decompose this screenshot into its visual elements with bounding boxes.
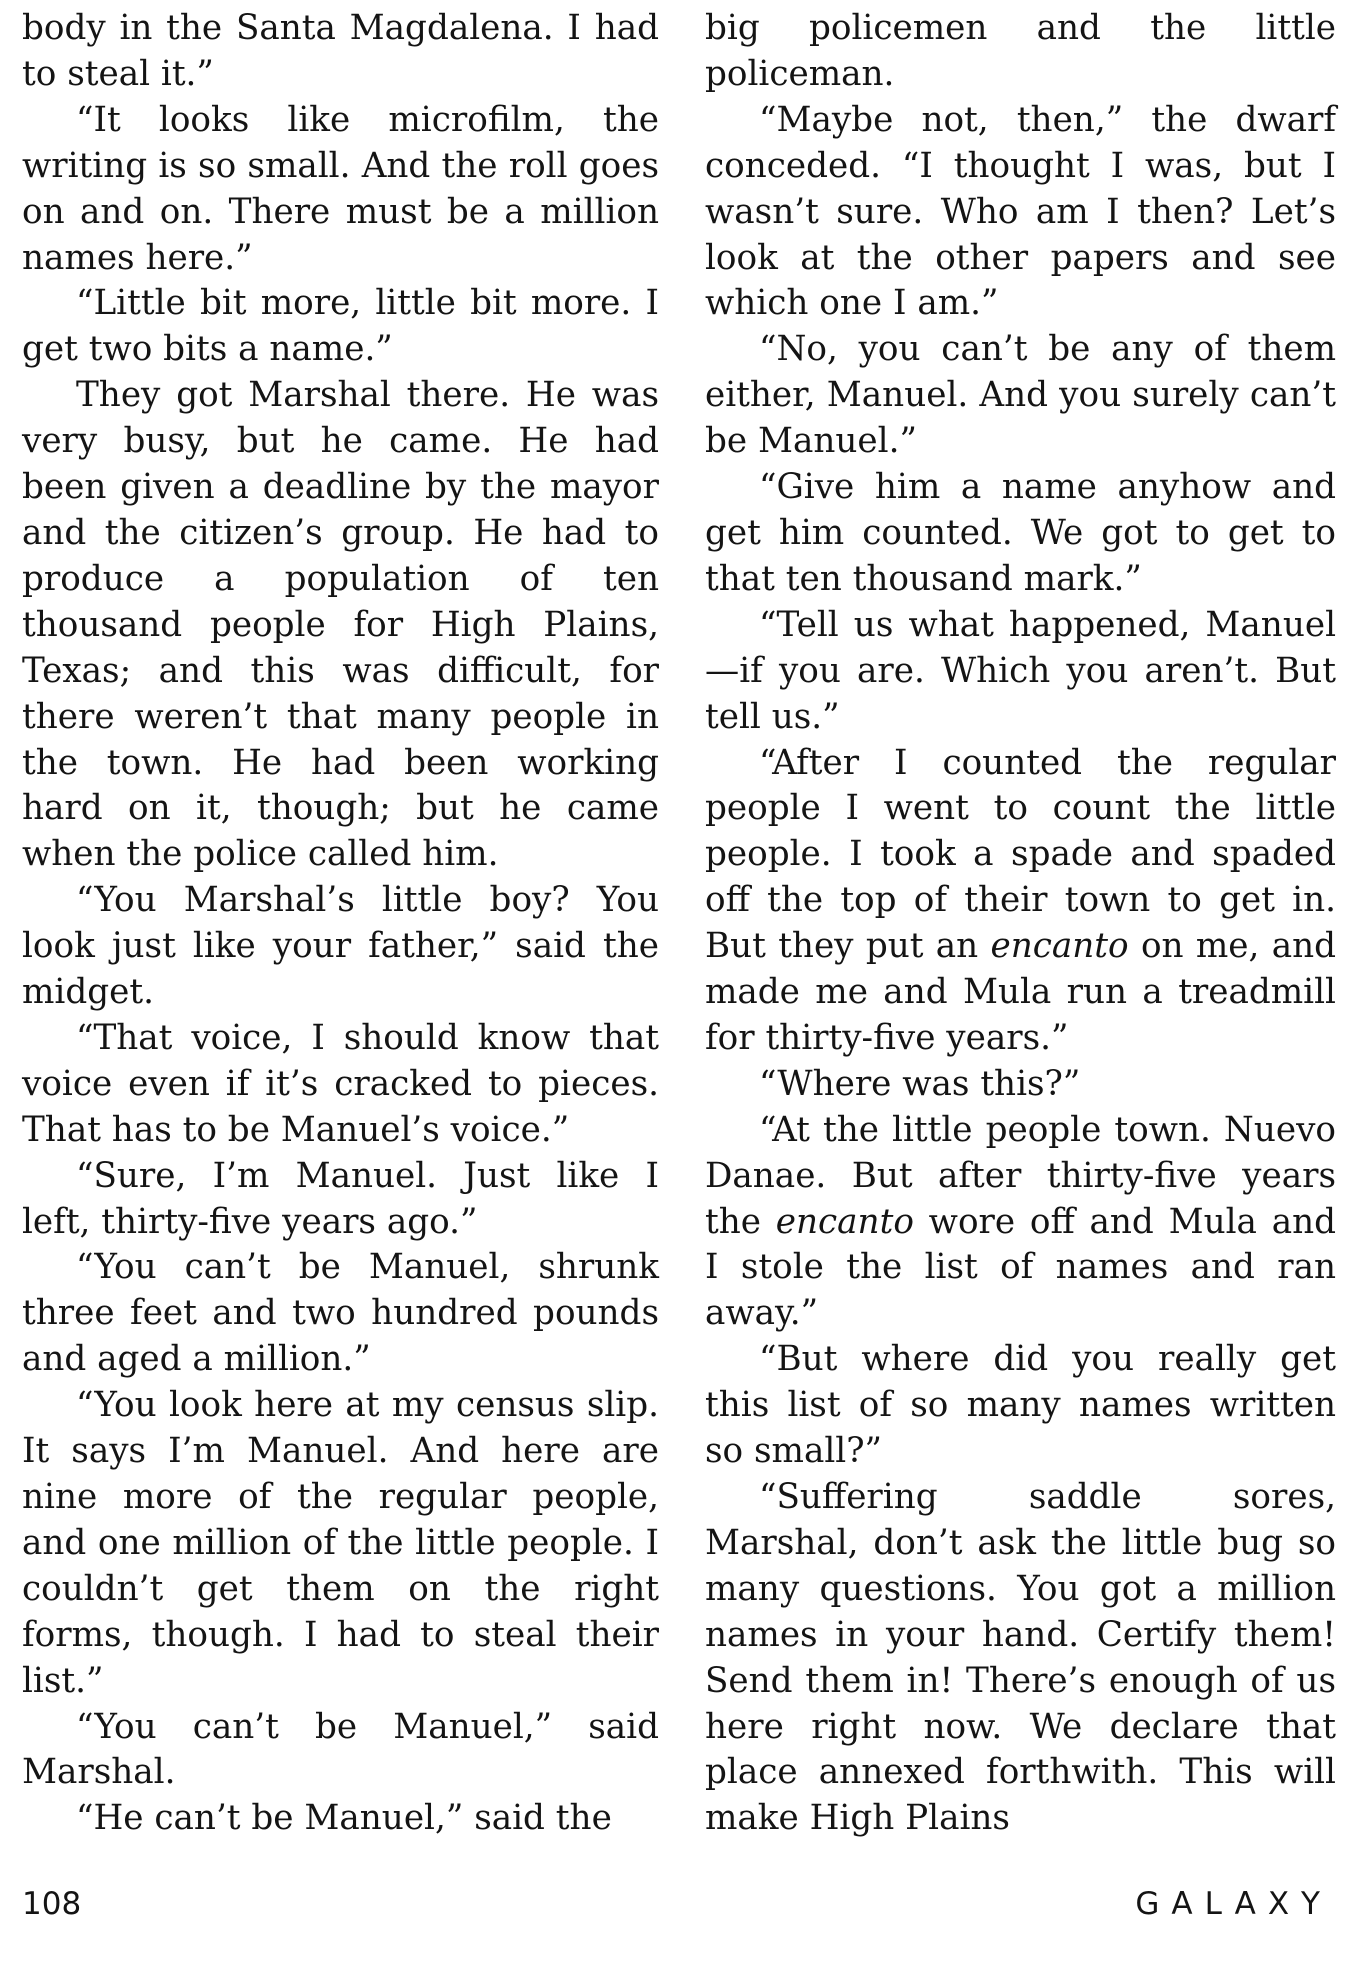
paragraph: “Tell us what happened, Manuel—if you are. Which you aren’t. But tell us.”: [705, 604, 1336, 737]
paragraph: big policemen and the little policeman.: [705, 8, 1336, 94]
paragraph: “Where was this?”: [759, 1063, 1081, 1104]
italic-word: encanto: [775, 1201, 914, 1242]
paragraph: “That voice, I should know that voice even if it’s cracked to pieces. That has to be Manuel’s voice.”: [22, 1017, 659, 1150]
paragraph: “You can’t be Manuel,” said Marshal.: [22, 1706, 659, 1793]
paragraph: “Suffering saddle sores, Marshal, don’t ask the little bug so many questions. You got a million names in your hand. Certify them! Send them in! There’s enough of us here right now. We declare that place annexed forthwith. This will make High Plains: [705, 1477, 1336, 1839]
paragraph: “He can’t be Manuel,” said the: [76, 1798, 612, 1839]
right-text-column: [705, 6, 1336, 1842]
magazine-title: GALAXY: [1135, 1886, 1332, 1922]
paragraph: “No, you can’t be any of them either, Manuel. And you surely can’t be Manuel.”: [705, 329, 1336, 462]
left-text-column: [22, 6, 659, 1842]
paragraph: “Sure, I’m Manuel. Just like I left, thirty-five years ago.”: [22, 1155, 659, 1242]
page-number: 108: [22, 1886, 82, 1922]
paragraph: “But where did you really get this list of so many names written so small?”: [705, 1339, 1336, 1472]
paragraph: “Give him a name anyhow and get him counted. We got to get to that ten thousand mark.”: [705, 467, 1336, 599]
italic-word: encanto: [990, 926, 1129, 967]
paragraph: “You Marshal’s little boy? You look just like your father,” said the midget.: [22, 880, 659, 1013]
paragraph: body in the Santa Magdalena. I had to steal it.”: [22, 8, 659, 94]
paragraph: “After I counted the regular people I went to count the little people. I took a spade and spaded off the top of their town to get in. But they put an encanto on me, and made me and Mula run a treadmill for thirty-five years.”: [705, 742, 1336, 1058]
paragraph: “Little bit more, little bit more. I get two bits a name.”: [22, 283, 659, 370]
paragraph: “Maybe not, then,” the dwarf conceded. “I thought I was, but I wasn’t sure. Who am I then? Let’s look at the other papers and see which one I am.”: [705, 99, 1336, 324]
paragraph: “You look here at my census slip. It says I’m Manuel. And here are nine more of the regular people, and one million of the little people. I couldn’t get them on the right forms, though. I had to steal their list.”: [22, 1385, 659, 1701]
paragraph: They got Marshal there. He was very busy, but he came. He had been given a deadline by the mayor and the citizen’s group. He had to produce a population of ten thousand people for High Plains, Texas; and this was difficult, for there weren’t that many people in the town. He had been working hard on it, though; but he came when the police called him.: [22, 375, 659, 875]
paragraph: “At the little people town. Nuevo Danae. But after thirty-five years the encanto wore off and Mula and I stole the list of names and ran away.”: [705, 1109, 1337, 1334]
paragraph: “It looks like microfilm, the writing is so small. And the roll goes on and on. There must be a million names here.”: [22, 99, 659, 278]
page-footer: [22, 1886, 1332, 1930]
paragraph: “You can’t be Manuel, shrunk three feet and two hundred pounds and aged a million.”: [22, 1247, 659, 1380]
